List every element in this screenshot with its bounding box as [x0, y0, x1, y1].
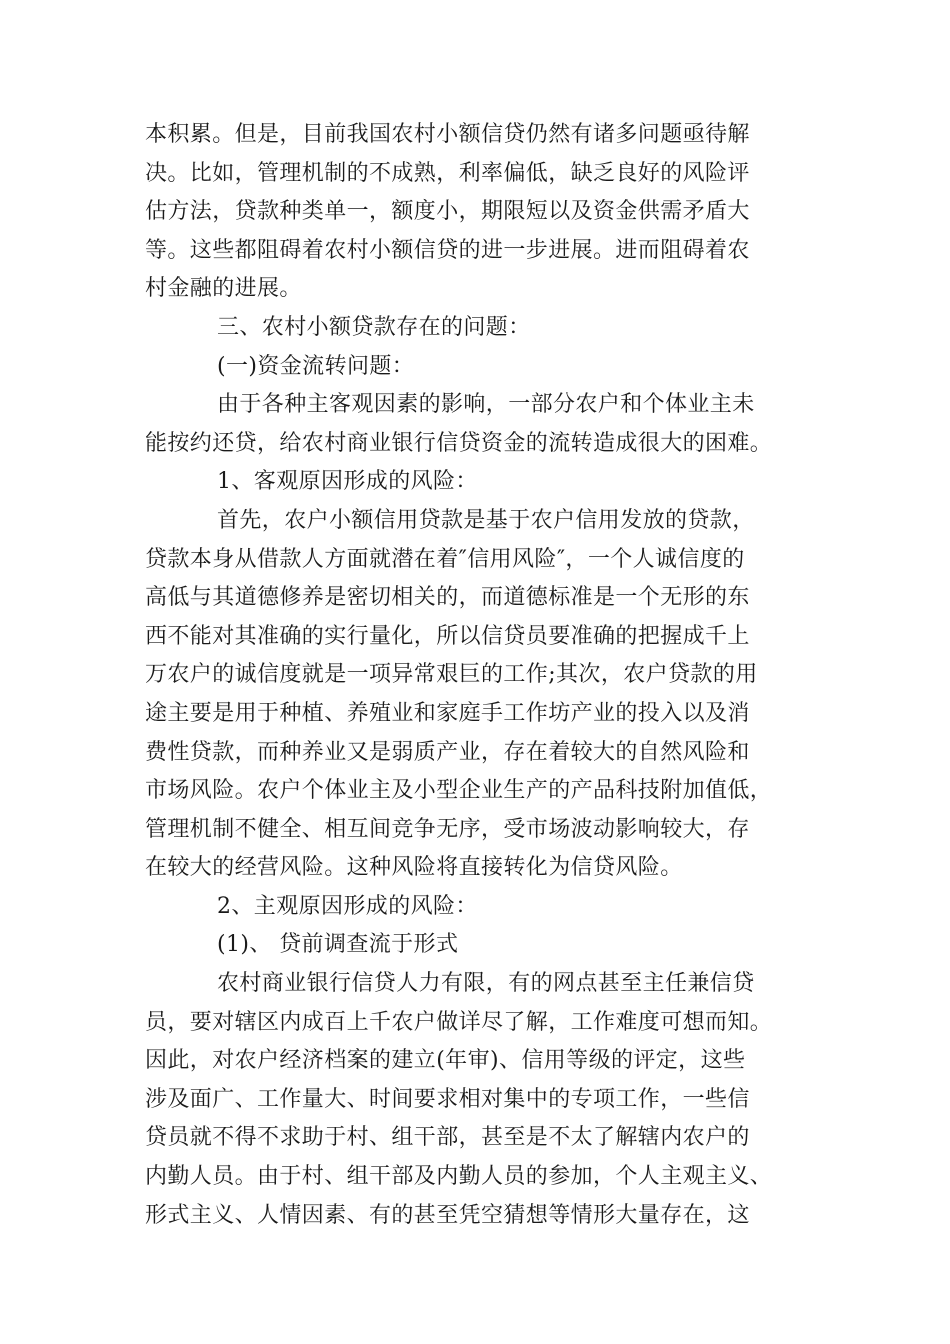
- text-line: 涉及面广、工作量大、时间要求相对集中的专项工作，一些信: [145, 1086, 750, 1112]
- text-line: 三、农村小额贷款存在的问题：: [217, 314, 531, 340]
- text-line: 市场风险。农户个体业主及小型企业生产的产品科技附加值低，: [145, 778, 773, 804]
- text-line: 村金融的进展。: [145, 276, 302, 302]
- text-line: 2、主观原因形成的风险：: [217, 893, 478, 919]
- text-line: (一)资金流转问题：: [217, 353, 415, 379]
- text-line: 形式主义、人情因素、有的甚至凭空猜想等情形大量存在，这: [145, 1202, 750, 1228]
- text-line: 因此，对农户经济档案的建立(年审)、信用等级的评定，这些: [145, 1048, 746, 1074]
- text-line: 万农户的诚信度就是一项异常艰巨的工作;其次，农户贷款的用: [145, 662, 758, 688]
- text-line: 员，要对辖区内成百上千农户做详尽了解，工作难度可想而知。: [145, 1009, 773, 1035]
- text-line: 本积累。但是，目前我国农村小额信贷仍然有诸多问题亟待解: [145, 122, 750, 147]
- text-line: (1)、 贷前调查流于形式: [217, 932, 459, 958]
- text-line: 农村商业银行信贷人力有限，有的网点甚至主任兼信贷: [217, 971, 755, 997]
- text-line: 内勤人员。由于村、组干部及内勤人员的参加，个人主观主义、: [145, 1164, 773, 1190]
- text-line: 西不能对其准确的实行量化，所以信贷员要准确的把握成千上: [145, 623, 750, 649]
- text-line: 贷员就不得不求助于村、组干部，甚至是不太了解辖内农户的: [145, 1125, 750, 1151]
- text-line: 决。比如，管理机制的不成熟，利率偏低，缺乏良好的风险评: [145, 160, 750, 186]
- text-line: 首先，农户小额信用贷款是基于农户信用发放的贷款，: [217, 507, 755, 533]
- document-body: [145, 116, 805, 1235]
- text-line: 1、客观原因形成的风险：: [217, 469, 478, 495]
- text-line: 估方法，贷款种类单一，额度小，期限短以及资金供需矛盾大: [145, 199, 750, 225]
- text-line: 管理机制不健全、相互间竞争无序，受市场波动影响较大，存: [145, 816, 750, 842]
- text-line: 贷款本身从借款人方面就潜在着″信用风险″，一个人诚信度的: [145, 546, 745, 572]
- text-line: 在较大的经营风险。这种风险将直接转化为信贷风险。: [145, 855, 683, 881]
- text-line: 由于各种主客观因素的影响，一部分农户和个体业主未: [217, 392, 755, 418]
- text-line: 高低与其道德修养是密切相关的，而道德标准是一个无形的东: [145, 585, 750, 611]
- text-line: 等。这些都阻碍着农村小额信贷的进一步进展。进而阻碍着农: [145, 237, 750, 263]
- text-line: 费性贷款，而种养业又是弱质产业，存在着较大的自然风险和: [145, 739, 750, 765]
- text-line: 能按约还贷，给农村商业银行信贷资金的流转造成很大的困难。: [145, 430, 773, 456]
- text-line: 途主要是用于种植、养殖业和家庭手工作坊产业的投入以及消: [145, 700, 750, 726]
